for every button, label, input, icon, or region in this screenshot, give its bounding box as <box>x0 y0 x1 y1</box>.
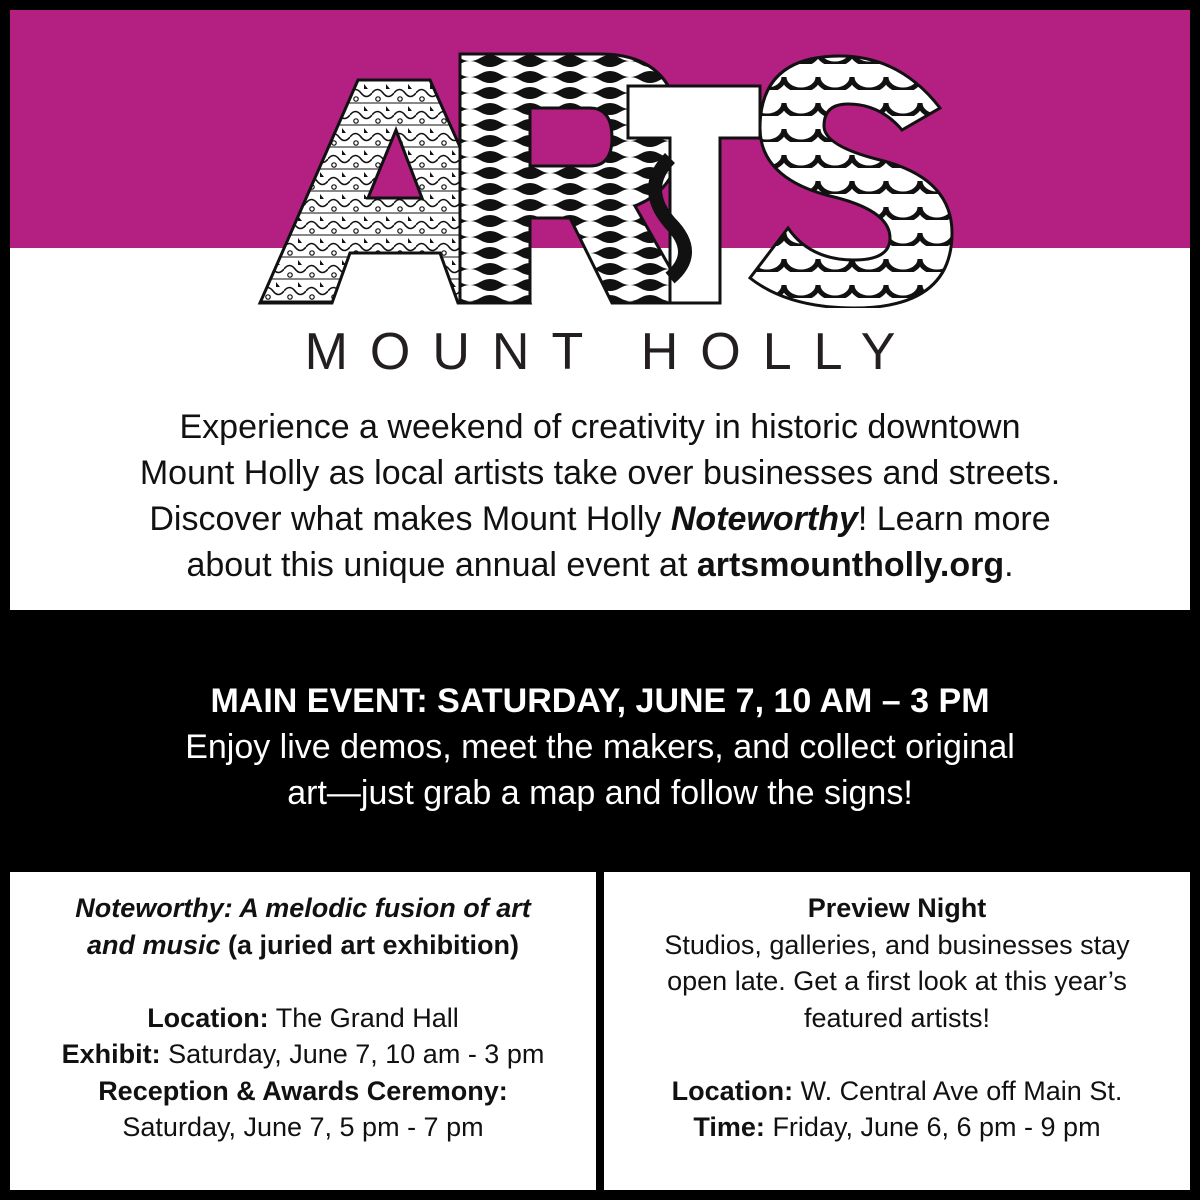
website-link[interactable]: artsmountholly.org <box>696 546 1005 584</box>
intro-line-1: Experience a weekend of creativity in historic downtown <box>179 408 1021 446</box>
preview-desc-2: open late. Get a first look at this year’s <box>667 966 1127 996</box>
main-event-section <box>10 678 1190 816</box>
value: W. Central Ave off Main St. <box>793 1075 1123 1106</box>
reception-label <box>30 1073 576 1110</box>
value: Saturday, June 7, 10 am - 3 pm <box>160 1039 545 1069</box>
exhibition-title-italic: and music <box>86 929 221 960</box>
intro-line-3 <box>50 496 1150 542</box>
preview-night-box <box>604 872 1190 1190</box>
exhibition-title-italic: Noteworthy: A melodic fusion of art <box>75 893 531 923</box>
preview-desc-3: featured artists! <box>803 1002 991 1033</box>
exhibition-title-2 <box>30 927 576 964</box>
intro-text: ! Learn more <box>857 500 1051 538</box>
intro-text: . <box>1004 546 1014 584</box>
preview-title <box>628 890 1166 927</box>
preview-time <box>628 1109 1166 1146</box>
main-event-headline: MAIN EVENT: SATURDAY, JUNE 7, 10 AM – 3 PM <box>210 682 990 720</box>
exhibition-box <box>10 872 596 1190</box>
reception-time: Saturday, June 7, 5 pm - 7 pm <box>122 1112 484 1142</box>
preview-location <box>628 1073 1166 1110</box>
intro-line-4 <box>50 542 1150 588</box>
value: Friday, June 6, 6 pm - 9 pm <box>764 1112 1101 1142</box>
label: Location: <box>671 1075 794 1106</box>
exhibition-title-rest: (a juried art exhibition) <box>220 929 520 960</box>
main-event-desc-2: art—just grab a map and follow the signs! <box>287 774 913 812</box>
exhibition-exhibit-time <box>30 1036 576 1073</box>
label: Time: <box>693 1112 765 1142</box>
preview-title-text: Preview Night <box>807 893 987 923</box>
exhibition-location <box>30 1000 576 1037</box>
label: Reception & Awards Ceremony: <box>98 1075 508 1106</box>
intro-paragraph <box>50 404 1150 588</box>
preview-desc-1: Studios, galleries, and businesses stay <box>664 929 1130 960</box>
arts-logo <box>240 38 960 308</box>
exhibition-title <box>30 890 576 927</box>
city-wordmark: MOUNT HOLLY <box>304 323 918 381</box>
intro-text: Discover what makes Mount Holly <box>149 500 671 538</box>
main-event-desc-1: Enjoy live demos, meet the makers, and collect original <box>185 728 1015 766</box>
intro-text: about this unique annual event at <box>186 546 697 584</box>
noteworthy-emphasis: Noteworthy <box>670 500 858 538</box>
label: Exhibit: <box>61 1039 161 1069</box>
intro-line-2: Mount Holly as local artists take over businesses and streets. <box>139 454 1061 492</box>
flyer <box>10 10 1190 1190</box>
label: Location: <box>147 1002 269 1033</box>
value: The Grand Hall <box>268 1002 459 1033</box>
